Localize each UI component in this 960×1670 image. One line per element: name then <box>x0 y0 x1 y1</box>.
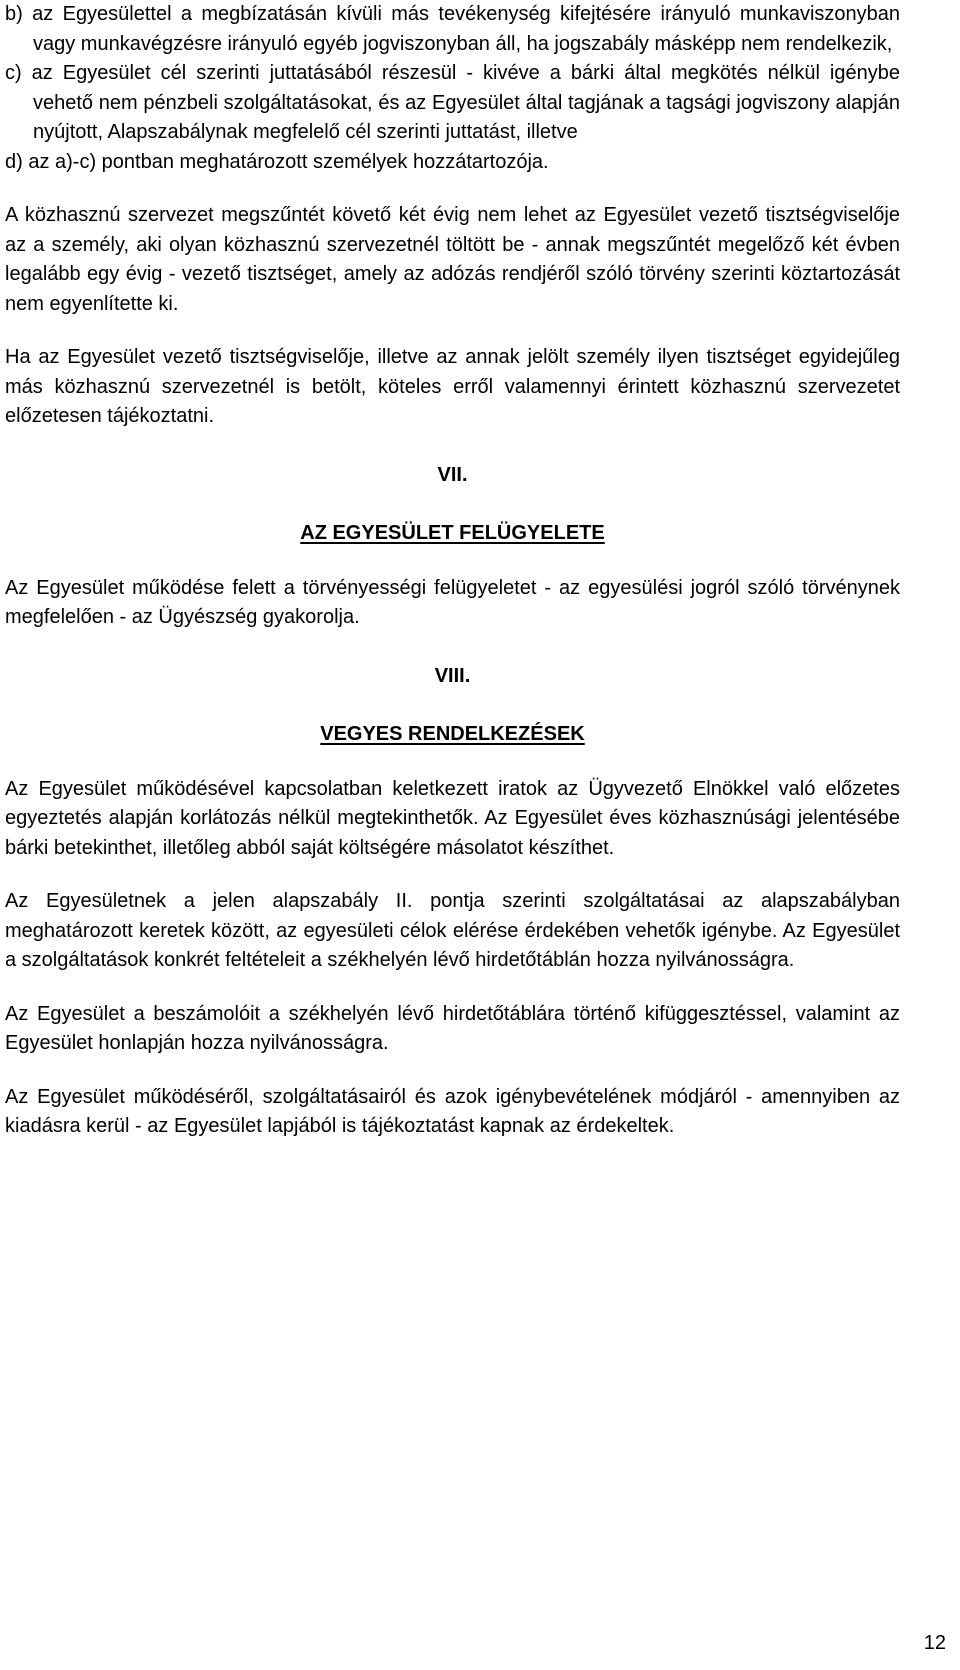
list-item-d: d) az a)-c) pontban meghatározott személyek hozzátartozója. <box>5 150 549 173</box>
section-number-vii: VII. <box>437 463 468 486</box>
paragraph-notification-duty: Ha az Egyesület vezető tisztségviselője, illetve az annak jelölt személy ilyen tisztséget egyidejűleg más közhasznú szervezetnél is betölt, köteles erről valamennyi érintett közhasznú szervezetet előzetesen tájékoztatni. <box>5 346 900 427</box>
section-viii-paragraph-4: Az Egyesület működéséről, szolgáltatásairól és azok igénybevételének módjáról - amennyiben az kiadásra kerül - az Egyesület lapjából is tájékoztatást kapnak az érdekeltek. <box>5 1085 900 1137</box>
page-number: 12 <box>923 1632 946 1654</box>
eligibility-list <box>5 0 900 177</box>
paragraph-former-executive: A közhasznú szervezet megszűntét követő két évig nem lehet az Egyesület vezető tisztségviselője az a személy, aki olyan közhasznú szervezetnél töltött be - annak megszűntét megelőző két évben legalább egy évig - vezető tisztséget, amely az adózás rendjéről szóló törvény szerinti köztartozását nem egyenlítette ki. <box>5 204 900 315</box>
section-title-viii: VEGYES RENDELKEZÉSEK <box>320 723 585 745</box>
section-viii-paragraph-2: Az Egyesületnek a jelen alapszabály II. pontja szerinti szolgáltatásai az alapszabályban meghatározott keretek között, az egyesületi célok elérése érdekében vehetők igénybe. Az Egyesület a szolgáltatások konkrét feltételeit a székhelyén lévő hirdetőtáblán hozza nyilvánosságra. <box>5 890 900 971</box>
list-item-c: c) az Egyesület cél szerinti juttatásából részesül - kivéve a bárki által megkötés nélkül igénybe vehető nem pénzbeli szolgáltatásokat, és az Egyesület által tagjának a tagsági jogviszony alapján nyújtott, Alapszabálynak megfelelő cél szerinti juttatást, illetve <box>5 62 900 143</box>
section-vii-body: Az Egyesület működése felett a törvényességi felügyeletet - az egyesülési jogról szóló törvénynek megfelelően - az Ügyészség gyakorolja. <box>5 576 900 628</box>
section-title-vii: AZ EGYESÜLET FELÜGYELETE <box>300 522 605 544</box>
section-viii-paragraph-3: Az Egyesület a beszámolóit a székhelyén lévő hirdetőtáblára történő kifüggesztéssel, valamint az Egyesület honlapján hozza nyilvánosságra. <box>5 1002 900 1054</box>
list-item-b: b) az Egyesülettel a megbízatásán kívüli más tevékenység kifejtésére irányuló munkaviszonyban vagy munkavégzésre irányuló egyéb jogviszonyban áll, ha jogszabály másképp nem rendelkezik, <box>5 3 900 55</box>
document-page <box>5 0 900 1142</box>
section-number-viii: VIII. <box>434 664 471 687</box>
section-viii-paragraph-1: Az Egyesület működésével kapcsolatban keletkezett iratok az Ügyvezető Elnökkel való előzetes egyeztetés alapján korlátozás nélkül megtekinthetők. Az Egyesület éves közhasznúsági jelentésébe bárki betekinthet, illetőleg abból saját költségére másolatot készíthet. <box>5 777 900 859</box>
